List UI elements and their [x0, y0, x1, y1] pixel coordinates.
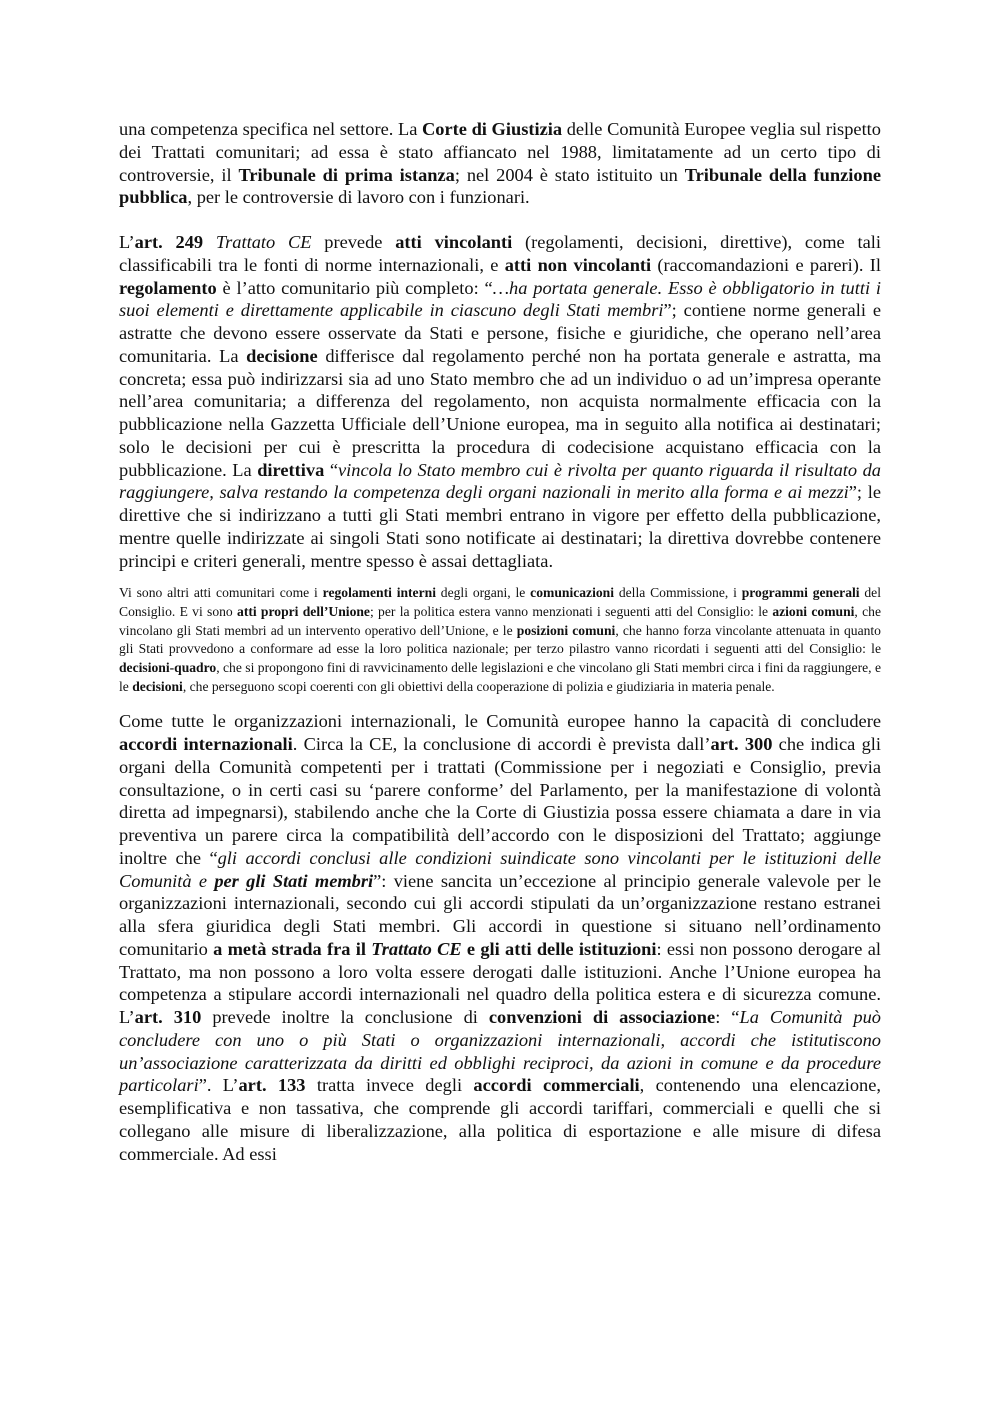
- paragraph-spacer: [119, 572, 881, 584]
- italic-quote: vincola lo Stato membro cui è rivolta per quanto riguarda il risultato da raggiungere, salva restando la competenza degli organi nazionali in merito alla forma e ai mezzi: [119, 459, 882, 503]
- bold-term: art. 133: [238, 1075, 306, 1096]
- bold-term: accordi internazionali: [119, 734, 293, 755]
- bold-italic-term: Trattato CE: [371, 938, 462, 959]
- bold-term: azioni comuni: [772, 603, 855, 619]
- text-run: Vi sono altri atti comunitari come i: [119, 585, 323, 601]
- text-run: ”; le direttive che si indirizzano a tutti gli Stati membri entrano in vigore per effetto della pubblicazione, mentre quelle indirizzate ai singoli Stati sono notificate ai destinatari; la direttiva dovrebbe contenere principi e criteri generali, mentre spesso è assai dettagliata.: [119, 482, 881, 571]
- text-run: Come tutte le organizzazioni internazionali, le Comunità europee hanno la capacità di concludere: [119, 711, 881, 732]
- text-run: ; nel 2004 è stato istituito un: [454, 164, 685, 185]
- text-run: della Commissione, i: [614, 585, 742, 601]
- bold-term: regolamento: [119, 277, 217, 298]
- text-run: ; per la politica estera vanno menzionati i seguenti atti del Consiglio: le: [369, 603, 773, 619]
- paragraph-art-249: [119, 231, 881, 572]
- text-run: [203, 232, 216, 252]
- bold-term: a metà strada fra il: [213, 938, 372, 959]
- bold-term: atti vincolanti: [395, 232, 513, 252]
- text-run: (raccomandazioni e pareri). Il: [651, 254, 881, 275]
- text-run: che indica gli organi della Comunità competenti per i trattati (Commissione per i negoziati e Consiglio, previa consultazione, o in certi casi su ‘parere conforme’ del Parlamento, per la manifestazione di volontà diretta ad impegnarsi), stabilendo anche che la Corte di Giustizia possa essere chiamata a dare in via preventiva un parere circa la compatibilità dell’accordo con le disposizioni del Trattato; aggiunge inoltre che “: [119, 734, 881, 868]
- bold-term: convenzioni di associazione: [488, 1007, 716, 1028]
- text-run: , contenendo una elencazione, esemplificativa e non tassativa, che comprende gli accordi tariffari, commerciali e quelli che si collegano alle misure di liberalizzazione, alla politica di esportazione e alle misure di difesa commerciale. Ad essi: [119, 1075, 882, 1164]
- text-run: : “: [715, 1007, 740, 1028]
- bold-term: e gli atti delle istituzioni: [461, 938, 657, 959]
- bold-term: Tribunale della funzione pubblica: [119, 164, 881, 208]
- text-run: (regolamenti, decisioni, direttive), come tali classificabili tra le fonti di norme internazionali, e: [119, 232, 881, 275]
- paragraph-spacer: [119, 696, 881, 710]
- text-run: ”. L’: [198, 1075, 239, 1096]
- text-run: , per le controversie di lavoro con i funzionari.: [187, 187, 530, 208]
- bold-term: Corte di Giustizia: [422, 119, 563, 139]
- paragraph-other-acts: [119, 584, 881, 696]
- text-run: L’: [119, 232, 135, 252]
- text-run: una competenza specifica nel settore. La: [119, 119, 423, 139]
- bold-term: atti propri dell’Unione: [237, 603, 370, 619]
- bold-term: accordi commerciali: [473, 1075, 640, 1096]
- italic-quote: …ha portata generale. Esso è obbligatorio in tutti i suoi elementi e direttamente applicabile in ciascuno degli Stati membri: [119, 277, 881, 321]
- text-run: , che vincolano gli Stati membri ad un intervento operativo dell’Unione, e le: [119, 603, 881, 638]
- text-run: è l’atto comunitario più completo: “: [216, 277, 493, 298]
- italic-quote: gli accordi conclusi alle condizioni suindicate sono vincolanti per le istituzioni delle Comunità e: [119, 847, 881, 891]
- text-run: ”; contiene norme generali e astratte che devono essere osservate da Stati e persone, fisiche e giuridiche, che operano nell’area comunitaria. La: [119, 300, 881, 366]
- paragraph-international-agreements: [119, 710, 881, 1165]
- bold-term: art. 300: [710, 734, 773, 755]
- italic-quote: La Comunità può concludere con uno o più Stati o organizzazioni internazionali, accordi che istitutiscono un’associazione caratterizzata da diritti ed obblighi reciproci, da azioni in comune e da procedure particolari: [119, 1007, 881, 1096]
- bold-term: regolamenti interni: [322, 585, 436, 601]
- bold-italic-term: per gli Stati membri: [214, 870, 374, 891]
- text-run: tratta invece degli: [305, 1075, 474, 1096]
- text-run: , che si propongono fini di ravvicinamento delle legislazioni e che vincolano gli Stati membri circa i fini da raggiungere, e le: [119, 660, 881, 694]
- text-run: , che hanno forza vincolante attenuata in quanto gli Stati provvedono a conformare ad esse la loro politica nazionale; per terzo pilastro vanno ricordati i seguenti atti del Consiglio: le: [119, 622, 881, 657]
- bold-term: decisione: [246, 345, 318, 366]
- bold-term: decisioni: [132, 678, 183, 694]
- italic-term: Trattato CE: [215, 232, 312, 252]
- text-run: differisce dal regolamento perché non ha portata generale e astratta, ma concreta; essa può indirizzarsi sia ad uno Stato membro che ad un individuo o ad un’impresa operante nell’area comunitaria; a differenza del regolamento, non acquista normalmente efficacia con la pubblicazione nella Gazzetta Ufficiale dell’Unione europea, ma in seguito alla notifica ai destinatari; solo le decisioni per cui è prescritta la procedura di codecisione acquistano efficacia con la pubblicazione. La: [119, 345, 881, 480]
- document-page: [119, 118, 881, 1165]
- text-run: , che perseguono scopi coerenti con gli obiettivi della cooperazione di polizia e giudiziaria in materia penale.: [182, 678, 775, 694]
- text-run: “: [324, 459, 338, 480]
- bold-term: direttiva: [257, 459, 325, 480]
- text-run: : essi non possono derogare al Trattato, ma non possono a loro volta essere derogati dalle istituzioni. Anche l’Unione europea ha competenza a stipulare accordi internazionali nel quadro della politica estera e di sicurezza comune. L’: [119, 938, 881, 1028]
- text-run: prevede inoltre la conclusione di: [201, 1007, 489, 1028]
- bold-term: atti non vincolanti: [504, 254, 652, 275]
- bold-term: comunicazioni: [530, 585, 614, 601]
- text-run: prevede: [311, 232, 396, 252]
- bold-term: programmi generali: [741, 585, 860, 601]
- bold-term: Tribunale di prima istanza: [238, 164, 455, 185]
- bold-term: art. 310: [134, 1007, 202, 1028]
- text-run: delle Comunità Europee veglia sul rispetto dei Trattati comunitari; ad essa è stato affiancato nel 1988, limitatamente ad un certo tipo di controversie, il: [119, 119, 881, 185]
- paragraph-courts: [119, 118, 881, 209]
- text-run: degli organi, le: [435, 585, 531, 601]
- text-run: . Circa la CE, la conclusione di accordi è prevista dall’: [292, 734, 711, 755]
- text-run: del Consiglio. E vi sono: [119, 585, 881, 619]
- text-run: ”: viene sancita un’eccezione al principio generale valevole per le organizzazioni internazionali, secondo cui gli accordi stipulati da un’organizzazione restano estranei alla sfera giuridica degli Stati membri. Gli accordi in questione si situano nell’ordinamento comunitario: [119, 870, 881, 959]
- paragraph-spacer: [119, 209, 881, 231]
- bold-term: posizioni comuni: [516, 622, 616, 638]
- bold-term: art. 249: [134, 232, 204, 252]
- bold-term: decisioni-quadro: [119, 660, 217, 676]
